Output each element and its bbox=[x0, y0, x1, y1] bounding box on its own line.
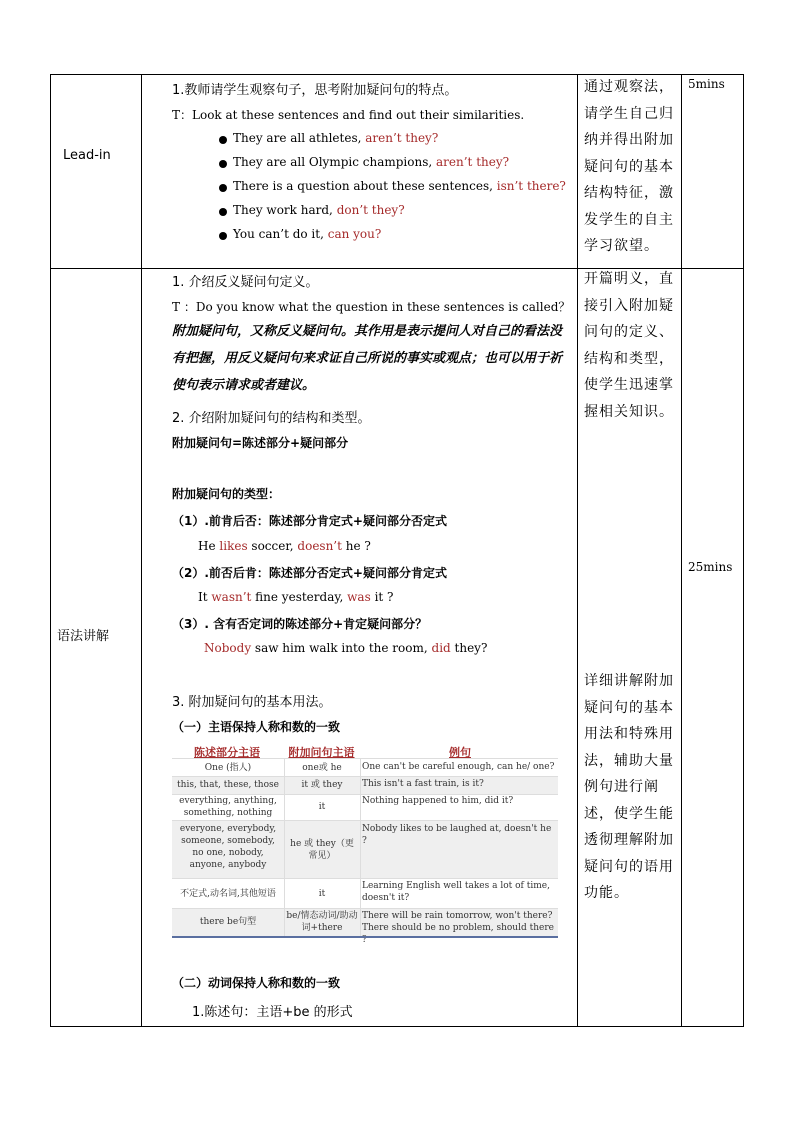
table-cell: this, that, these, those bbox=[177, 780, 279, 790]
table-cell: it bbox=[318, 889, 326, 899]
example-text: He bbox=[198, 539, 220, 553]
stage-leadin: Lead-in bbox=[63, 148, 111, 163]
table-cell: This isn't a fast train, is it? bbox=[362, 779, 484, 789]
bullet-icon bbox=[219, 160, 227, 168]
leadin-teacher-line: T：Look at these sentences and find out their similarities. bbox=[172, 108, 525, 122]
table-header-example: 例句 bbox=[449, 746, 471, 759]
grammar-type1: （1）.前肯后否：陈述部分肯定式+疑问部分否定式 bbox=[172, 514, 447, 528]
grammar-definition: 附加疑问句，又称反义疑问句。其作用是表示提问人对自己的看法没有把握，用反义疑问句来求证自己所说的事实或观点；也可以用于祈使句表示请求或者建议。 bbox=[172, 324, 563, 393]
table-header-tag-subject: 附加问句主语 bbox=[288, 746, 355, 759]
table-cell: Nothing happened to him, did it? bbox=[362, 796, 514, 806]
leadin-purpose: 通过观察法，请学生自己归纳并得出附加疑问句的基本结构特征，激发学生的自主学习欲望。 bbox=[584, 79, 674, 254]
grammar-example3 bbox=[204, 641, 487, 655]
table-cell: 不定式,动名词,其他短语 bbox=[180, 889, 276, 899]
grammar-example2 bbox=[198, 590, 393, 604]
bullet-icon bbox=[219, 232, 227, 240]
grammar-type3: （3）. 含有否定词的陈述部分+肯定疑问部分？ bbox=[172, 617, 428, 631]
grammar-subsection2: （二）动词保持人称和数的一致 bbox=[172, 976, 341, 990]
example-text: he ? bbox=[341, 539, 371, 553]
col-divider bbox=[577, 75, 578, 1026]
table-cell: One can't be careful enough, can he/ one? bbox=[362, 762, 555, 772]
subject-agreement-table bbox=[172, 742, 558, 945]
grammar-subsection1: （一）主语保持人称和数的一致 bbox=[172, 720, 341, 734]
bullet-tag: isn’t there? bbox=[496, 179, 566, 193]
grammar-teacher-question: T ：Do you know what the question in these sentences is called？ bbox=[172, 300, 571, 314]
bullet-icon bbox=[219, 136, 227, 144]
row-separator bbox=[172, 908, 558, 909]
row-separator bbox=[172, 776, 558, 777]
bullet-tag: aren’t they? bbox=[365, 131, 439, 145]
grammar-type2: （2）.前否后肯：陈述部分否定式+疑问部分肯定式 bbox=[172, 566, 447, 580]
row-separator bbox=[172, 758, 558, 759]
example-tag: was bbox=[347, 590, 371, 604]
table-cell: it 或 they bbox=[301, 780, 343, 790]
grammar-time: 25mins bbox=[688, 560, 733, 574]
example-text: It bbox=[198, 590, 212, 604]
list-item bbox=[233, 227, 381, 241]
bullet-tag: can you? bbox=[327, 227, 382, 241]
list-item bbox=[233, 203, 405, 217]
grammar-formula: 附加疑问句=陈述部分+疑问部分 bbox=[172, 436, 349, 450]
list-item bbox=[233, 179, 566, 193]
example-subject: Nobody bbox=[204, 641, 252, 655]
grammar-subsection2-item: 1.陈述句：主语+be 的形式 bbox=[192, 1005, 353, 1020]
example-verb: likes bbox=[219, 539, 248, 553]
example-text: fine yesterday, bbox=[251, 590, 348, 604]
table-cell: he 或 they（更常见） bbox=[290, 839, 354, 861]
example-text: soccer, bbox=[247, 539, 298, 553]
bullet-text: You can’t do it, bbox=[233, 227, 328, 241]
example-text: it ? bbox=[370, 590, 394, 604]
bullet-icon bbox=[219, 184, 227, 192]
stage-grammar: 语法讲解 bbox=[57, 629, 110, 644]
bullet-text: They are all athletes, bbox=[233, 131, 366, 145]
table-cell: everyone, everybody, someone, somebody, no one, nobody, anyone, anybody bbox=[179, 824, 277, 870]
table-bottom-rule bbox=[172, 936, 558, 938]
example-text: saw him walk into the room, bbox=[251, 641, 432, 655]
table-cell: be/情态动词/助动词+there bbox=[286, 911, 358, 933]
grammar-example1 bbox=[198, 539, 371, 553]
table-cell: there be句型 bbox=[199, 917, 257, 927]
bullet-text: They work hard, bbox=[233, 203, 337, 217]
example-verb: wasn’t bbox=[211, 590, 252, 604]
bullet-tag: don’t they? bbox=[336, 203, 405, 217]
bullet-text: There is a question about these sentences, bbox=[233, 179, 497, 193]
grammar-step1: 1. 介绍反义疑问句定义。 bbox=[172, 275, 319, 290]
bullet-tag: aren’t they? bbox=[436, 155, 510, 169]
bullet-text: They are all Olympic champions, bbox=[233, 155, 437, 169]
row-separator bbox=[172, 878, 558, 879]
grammar-types-title: 附加疑问句的类型： bbox=[172, 487, 281, 501]
col-divider bbox=[681, 75, 682, 1026]
table-cell: one或 he bbox=[302, 763, 342, 773]
bullet-icon bbox=[219, 208, 227, 216]
col-separator bbox=[284, 758, 285, 936]
list-item bbox=[233, 131, 438, 145]
table-cell: Learning English well takes a lot of time, doesn't it? bbox=[362, 881, 550, 903]
grammar-step2: 2. 介绍附加疑问句的结构和类型。 bbox=[172, 411, 371, 426]
example-text: they? bbox=[450, 641, 488, 655]
table-header-statement-subject: 陈述部分主语 bbox=[194, 746, 260, 759]
row-separator bbox=[172, 820, 558, 821]
example-tag: did bbox=[431, 641, 451, 655]
table-cell: One (指人) bbox=[204, 763, 252, 773]
example-tag: doesn’t bbox=[297, 539, 342, 553]
table-cell: everything, anything, something, nothing bbox=[179, 796, 277, 818]
table-cell: There will be rain tomorrow, won't there? There should be no problem, should there ? bbox=[362, 911, 554, 945]
leadin-time: 5mins bbox=[688, 77, 725, 91]
grammar-purpose-intro: 开篇明义，直接引入附加疑问句的定义、结构和类型，使学生迅速掌握相关知识。 bbox=[584, 271, 674, 420]
col-divider bbox=[141, 75, 142, 1026]
table-cell: it bbox=[318, 802, 326, 812]
list-item bbox=[233, 155, 509, 169]
col-separator bbox=[360, 758, 361, 936]
grammar-step3: 3. 附加疑问句的基本用法。 bbox=[172, 695, 332, 710]
grammar-purpose-usage: 详细讲解附加疑问句的基本用法和特殊用法，辅助大量例句进行阐述，使学生能透彻理解附加疑问句的语用功能。 bbox=[584, 673, 674, 901]
table-cell: Nobody likes to be laughed at, doesn't he ? bbox=[362, 824, 552, 846]
leadin-step1: 1.教师请学生观察句子，思考附加疑问句的特点。 bbox=[172, 83, 458, 98]
